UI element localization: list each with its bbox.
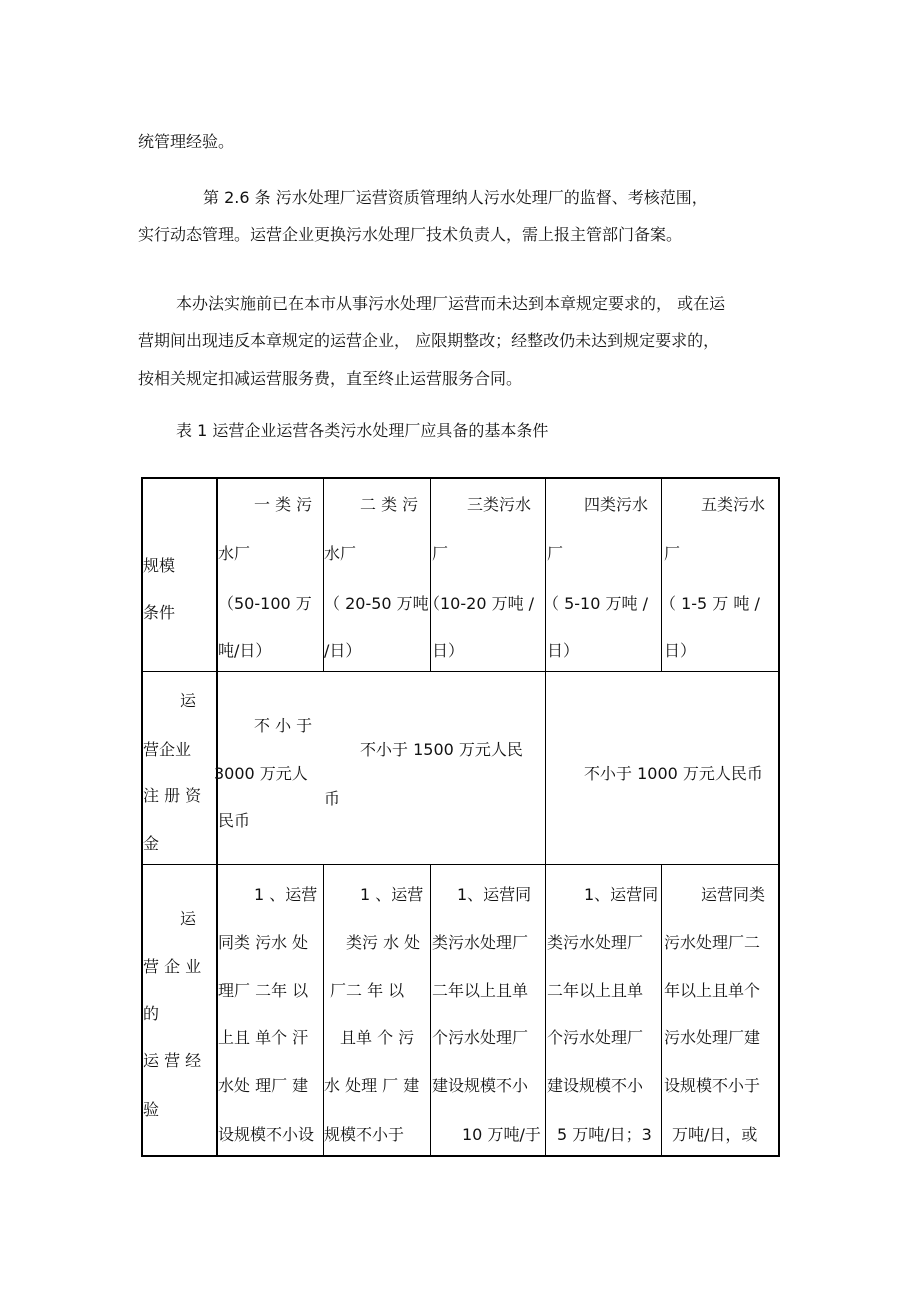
table-border-top [141, 477, 780, 479]
row1-c2-line-4: /日） [324, 641, 362, 660]
row3-header-line-1: 运 [180, 909, 197, 928]
row1-c4-line-2: 厂 [547, 544, 564, 563]
row3-c5-line-2: 污水处理厂二 [664, 933, 761, 952]
row2-c1-line-2: 3000 万元人 [214, 764, 308, 783]
row1-c2-line-3: （ 20-50 万吨 [324, 594, 429, 613]
row1-c5-line-2: 厂 [664, 544, 681, 563]
row3-c5-line-5: 设规模不小于 [664, 1076, 761, 1095]
row3-c4-line-2: 类污水处理厂 [547, 933, 644, 952]
row3-c5-line-1: 运营同类 [701, 885, 766, 904]
table-row-divider-2 [141, 864, 780, 865]
row2-header-line-3: 注 册 资 [143, 786, 202, 805]
row3-c4-line-5: 建设规模不小 [547, 1076, 644, 1095]
row3-c4-line-1: 1、运营同 [584, 885, 659, 904]
row3-c2-line-1: 1 、运营 [360, 885, 424, 904]
row1-c5-line-4: 日） [664, 641, 697, 660]
row2-header-line-2: 营企业 [143, 740, 192, 759]
row3-c1-line-3: 理厂 二年 以 [218, 981, 309, 1000]
row3-c1-line-6: 设规模不小设 [218, 1125, 315, 1144]
row1-c1-line-2: 水厂 [218, 544, 251, 563]
row3-c2-line-2: 类污 水 处 [346, 933, 421, 952]
table-col-divider-2b [323, 864, 324, 1157]
paragraph-3-line-3: 按相关规定扣减运营服务费，直至终止运营服务合同。 [138, 369, 523, 388]
row1-c1-line-4: 吨/日） [218, 641, 272, 660]
row2-c1-line-1: 不 小 于 [254, 716, 313, 735]
row3-c3-line-6: 10 万吨/于 [462, 1125, 541, 1144]
row3-header-line-2: 营 企 业 [143, 957, 202, 976]
table-row-divider-1 [141, 671, 780, 672]
table-border-right [778, 477, 780, 1157]
row3-c4-line-3: 二年以上且单 [547, 981, 644, 1000]
row1-c3-line-2: 厂 [432, 544, 449, 563]
row3-c2-line-3: 厂二 年 以 [330, 981, 405, 1000]
table-col-divider-3b [430, 864, 431, 1157]
row1-c3-line-3: （10-20 万吨 / [424, 594, 535, 613]
paragraph-3-line-2: 营期间出现违反本章规定的运营企业， 应限期整改；经整改仍未达到规定要求的， [138, 331, 720, 350]
row1-c3-line-4: 日） [432, 641, 465, 660]
row3-c3-line-4: 个污水处理厂 [432, 1028, 529, 1047]
paragraph-3-line-1: 本办法实施前已在本市从事污水处理厂运营而未达到本章规定要求的， 或在运 [176, 294, 726, 313]
row3-c3-line-2: 类污水处理厂 [432, 933, 529, 952]
row2-c1-line-3: 民币 [218, 811, 251, 830]
row1-c1-line-1: 一 类 污 [254, 495, 313, 514]
row3-header-line-3: 的 [143, 1004, 160, 1023]
table-caption: 表 1 运营企业运营各类污水处理厂应具备的基本条件 [176, 421, 549, 440]
row3-c1-line-1: 1 、运营 [254, 885, 318, 904]
table-col-divider-4 [545, 477, 546, 1157]
paragraph-2-line-1: 第 2.6 条 污水处理厂运营资质管理纳人污水处理厂的监督、考核范围， [203, 188, 708, 207]
row2-c3-line-1: 不小于 1000 万元人民币 [584, 764, 763, 783]
row3-c5-line-4: 污水处理厂建 [664, 1028, 761, 1047]
row1-c2-line-2: 水厂 [324, 544, 357, 563]
row1-c5-line-1: 五类污水 [701, 495, 766, 514]
table-col-divider-5b [661, 864, 662, 1157]
row3-c4-line-6: 5 万吨/日；3 [557, 1125, 652, 1144]
row3-header-line-5: 验 [143, 1100, 160, 1119]
row1-header-line-2: 条件 [143, 603, 176, 622]
row3-c5-line-3: 年以上且单个 [664, 981, 761, 1000]
table-col-divider-3a [430, 477, 431, 672]
row1-c2-line-1: 二 类 污 [360, 495, 419, 514]
row3-c3-line-1: 1、运营同 [457, 885, 532, 904]
row3-c3-line-5: 建设规模不小 [432, 1076, 529, 1095]
table-col-divider-5a [661, 477, 662, 672]
row3-c4-line-4: 个污水处理厂 [547, 1028, 644, 1047]
row2-c2-line-2: 币 [324, 789, 341, 808]
row1-c1-line-3: （50-100 万 [218, 594, 312, 613]
row3-c1-line-5: 水处 理厂 建 [218, 1076, 309, 1095]
row3-c3-line-3: 二年以上且单 [432, 981, 529, 1000]
row1-c4-line-4: 日） [547, 641, 580, 660]
row1-c5-line-3: （ 1-5 万 吨 / [660, 594, 760, 613]
row3-c1-line-2: 同类 污水 处 [218, 933, 309, 952]
row1-header-line-1: 规模 [143, 556, 176, 575]
row1-c4-line-1: 四类污水 [584, 495, 649, 514]
paragraph-2-line-2: 实行动态管理。运营企业更换污水处理厂技术负责人，需上报主管部门备案。 [138, 225, 683, 244]
row2-header-line-1: 运 [180, 691, 197, 710]
row2-header-line-4: 金 [143, 834, 160, 853]
row3-header-line-4: 运 营 经 [143, 1051, 202, 1070]
table-border-bottom [141, 1155, 780, 1157]
row3-c2-line-6: 规模不小于 [324, 1125, 405, 1144]
row1-c4-line-3: （ 5-10 万吨 / [543, 594, 648, 613]
paragraph-1: 统管理经验。 [138, 132, 235, 151]
row1-c3-line-1: 三类污水 [467, 495, 532, 514]
row3-c1-line-4: 上且 单个 汗 [218, 1028, 309, 1047]
row3-c5-line-6: 万吨/日，或 [672, 1125, 758, 1144]
row3-c2-line-4: 且单 个 污 [340, 1028, 415, 1047]
row3-c2-line-5: 水 处理 厂 建 [324, 1076, 420, 1095]
row2-c2-line-1: 不小于 1500 万元人民 [360, 740, 523, 759]
